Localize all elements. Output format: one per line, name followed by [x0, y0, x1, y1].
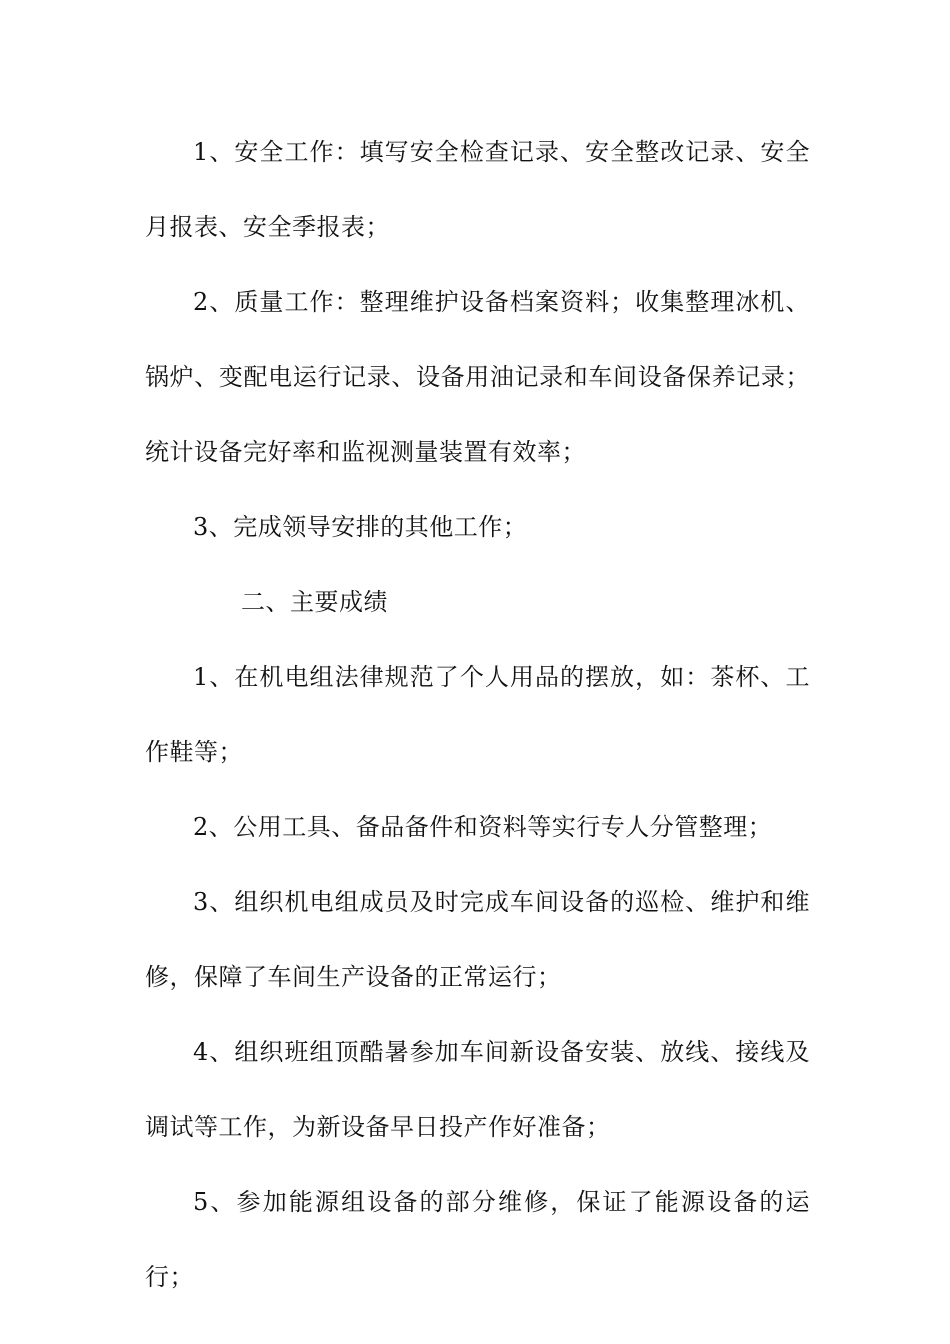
paragraph-achievement-3: 3、组织机电组成员及时完成车间设备的巡检、维护和维修，保障了车间生产设备的正常运行；: [145, 888, 810, 991]
section-heading-main-achievements: 二、主要成绩: [241, 588, 388, 616]
paragraph-quality-work: 2、质量工作：整理维护设备档案资料；收集整理冰机、锅炉、变配电运行记录、设备用油记录和车间设备保养记录；统计设备完好率和监视测量装置有效率；: [145, 288, 810, 466]
paragraph-achievement-4: 4、组织班组顶酷暑参加车间新设备安装、放线、接线及调试等工作，为新设备早日投产作好准备；: [145, 1038, 810, 1141]
paragraph-achievement-2: 2、公用工具、备品备件和资料等实行专人分管整理；: [193, 813, 773, 841]
paragraph-safety-work: 1、安全工作：填写安全检查记录、安全整改记录、安全月报表、安全季报表；: [145, 138, 810, 241]
paragraph-achievement-5: 5、参加能源组设备的部分维修，保证了能源设备的运行；: [145, 1188, 810, 1291]
paragraph-achievement-1: 1、在机电组法律规范了个人用品的摆放，如：茶杯、工作鞋等；: [145, 663, 810, 766]
paragraph-other-work: 3、完成领导安排的其他工作；: [193, 513, 528, 541]
